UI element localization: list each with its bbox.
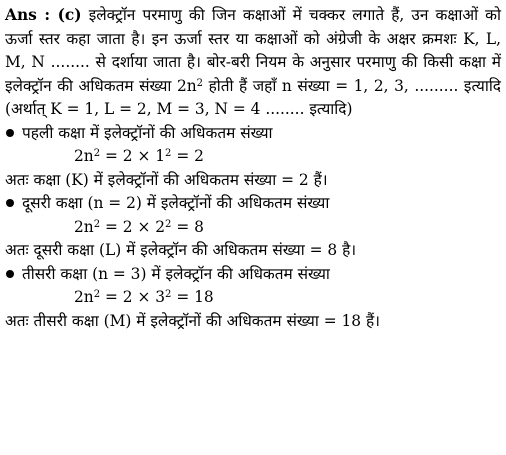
intro-superscript: 2 [196, 77, 204, 89]
equation-part: = 2 [171, 147, 204, 165]
answer-intro-paragraph [5, 4, 501, 122]
equation-first-orbit [5, 145, 501, 169]
bullet-line-first-orbit [5, 122, 501, 146]
bullet-line-third-orbit [5, 263, 501, 287]
equation-part: = 8 [171, 217, 204, 236]
equation-part: = 2 × 2 [100, 217, 166, 236]
equation-superscript: 2 [165, 218, 172, 230]
bullet-icon [6, 270, 14, 278]
intro-tail-text: होती हैं जहाँ n संख्या = 1, 2, 3, ......... इत्यादि (अर्थात् K = 1, L = 2, M = 3, N = 4 ........ इत्यादि) [5, 76, 501, 118]
equation-superscript: 2 [165, 148, 172, 159]
bullet-text: तीसरी कक्षा (n = 3) में इलेक्ट्रॉन की अधिकतम संख्या [22, 264, 330, 283]
answer-document [5, 4, 501, 333]
bullet-icon [6, 199, 14, 207]
equation-part: 2n [74, 147, 94, 165]
bullet-text: पहली कक्षा में इलेक्ट्रॉनों की अधिकतम संख्या [22, 123, 273, 142]
equation-superscript: 2 [93, 289, 101, 300]
intro-text: इलेक्ट्रॉन परमाणु की जिन कक्षाओं में चक्कर लगाते हैं, उन कक्षाओं को ऊर्जा स्तर कहा जाता है। इन ऊर्जा स्तर या कक्षाओं को अंग्रेजी के अक्षर क्रमशः K, L, M, N ........ से दर्शाया जाता है। बोर-बरी नियम के अनुसार परमाणु की किसी कक्षा में इलेक्ट्रॉन की अधिकतम संख्या 2n [5, 6, 501, 95]
answer-label: Ans : (c) [5, 6, 82, 24]
bullet-icon [6, 129, 14, 137]
result-first-orbit: अतः कक्षा (K) में इलेक्ट्रॉनों की अधिकतम संख्या = 2 हैं। [5, 170, 328, 189]
equation-superscript: 2 [165, 289, 172, 300]
bullet-text: दूसरी कक्षा (n = 2) में इलेक्ट्रॉनों की अधिकतम संख्या [22, 194, 330, 212]
equation-part: = 2 × 1 [100, 147, 166, 165]
equation-superscript: 2 [93, 148, 101, 159]
equation-part: 2n [74, 288, 94, 306]
bullet-line-second-orbit [5, 192, 501, 216]
result-second-orbit: अतः दूसरी कक्षा (L) में इलेक्ट्रॉन की अधिकतम संख्या = 8 है। [5, 241, 357, 259]
equation-part: = 18 [171, 288, 214, 306]
equation-third-orbit [5, 286, 501, 310]
equation-part: 2n [74, 217, 94, 236]
equation-superscript: 2 [93, 218, 101, 230]
result-third-orbit: अतः तीसरी कक्षा (M) में इलेक्ट्रॉनों की अधिकतम संख्या = 18 हैं। [5, 311, 380, 330]
equation-second-orbit [5, 216, 501, 240]
equation-part: = 2 × 3 [100, 288, 166, 306]
